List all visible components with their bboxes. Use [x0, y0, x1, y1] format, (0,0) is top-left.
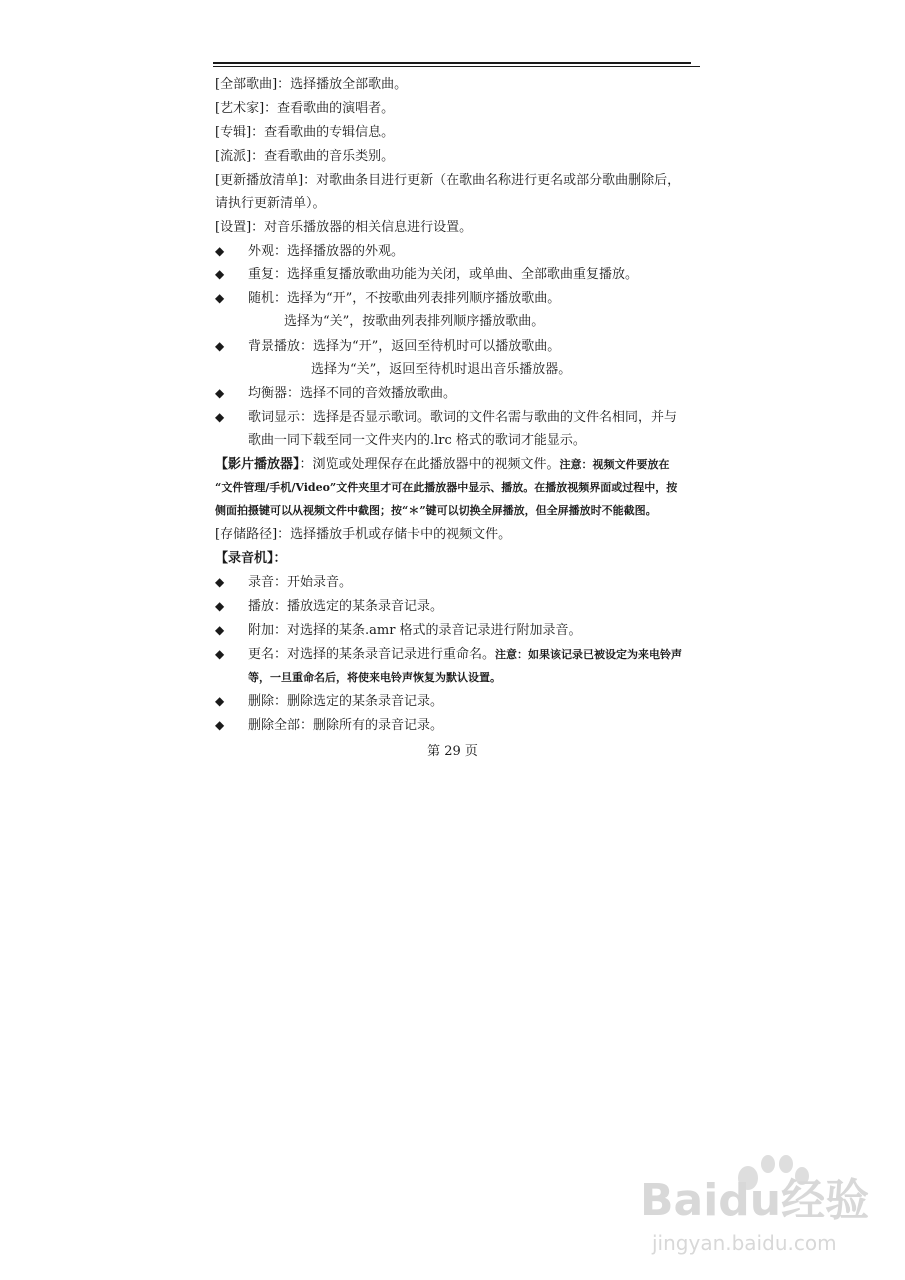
recorder-play: 播放：播放选定的某条录音记录。	[248, 599, 444, 614]
update-playlist-line-2: 请执行更新清单）。	[215, 196, 326, 211]
storage-path-line: [存储路径]：选择播放手机或存储卡中的视频文件。	[215, 527, 512, 542]
recorder-rename-note: 注意：如果该记录已被设定为来电铃声	[495, 648, 683, 661]
diamond-bullet-icon: ◆	[215, 647, 225, 661]
settings-line: [设置]：对音乐播放器的相关信息进行设置。	[215, 220, 473, 235]
recorder-delete-all: 删除全部：删除所有的录音记录。	[248, 718, 444, 733]
setting-lyrics-2: 歌曲一同下载至同一文件夹内的.lrc 格式的歌词才能显示。	[248, 433, 586, 448]
video-player-heading: 【影片播放器】	[215, 457, 300, 472]
baidu-watermark	[640, 1140, 870, 1260]
page-number: 第 29 页	[427, 744, 478, 759]
video-note-label: 注意：视频文件要放在	[559, 458, 670, 471]
diamond-bullet-icon: ◆	[215, 575, 225, 589]
update-playlist-line: [更新播放清单]：对歌曲条目进行更新（在歌曲名称进行更名或部分歌曲删除后，	[215, 173, 681, 188]
setting-shuffle: 随机：选择为“开”，不按歌曲列表排列顺序播放歌曲。	[248, 291, 561, 306]
artists-line: [艺术家]：查看歌曲的演唱者。	[215, 101, 395, 116]
watermark-url: jingyan.baidu.com	[652, 1231, 837, 1255]
diamond-bullet-icon: ◆	[215, 267, 225, 281]
recorder-append: 附加：对选择的某条.amr 格式的录音记录进行附加录音。	[248, 623, 582, 638]
diamond-bullet-icon: ◆	[215, 386, 225, 400]
diamond-bullet-icon: ◆	[215, 718, 225, 732]
recorder-rename	[248, 646, 682, 664]
setting-appearance: 外观：选择播放器的外观。	[248, 244, 405, 259]
diamond-bullet-icon: ◆	[215, 623, 225, 637]
all-songs-line: [全部歌曲]：选择播放全部歌曲。	[215, 77, 408, 92]
diamond-bullet-icon: ◆	[215, 694, 225, 708]
setting-shuffle-off: 选择为“关”，按歌曲列表排列顺序播放歌曲。	[284, 314, 545, 329]
setting-equalizer: 均衡器：选择不同的音效播放歌曲。	[248, 386, 457, 401]
diamond-bullet-icon: ◆	[215, 339, 225, 353]
video-player-line	[215, 456, 670, 474]
recorder-rename-note-2: 等，一旦重命名后，将使来电铃声恢复为默认设置。	[248, 671, 501, 684]
diamond-bullet-icon: ◆	[215, 599, 225, 613]
diamond-bullet-icon: ◆	[215, 244, 225, 258]
genre-line: [流派]：查看歌曲的音乐类别。	[215, 149, 395, 164]
diamond-bullet-icon: ◆	[215, 291, 225, 305]
setting-repeat: 重复：选择重复播放歌曲功能为关闭，或单曲、全部歌曲重复播放。	[248, 267, 639, 282]
header-rule-thin	[213, 66, 700, 67]
recorder-rename-text: 更名：对选择的某条录音记录进行重命名。	[248, 647, 496, 662]
video-note-2: “文件管理/手机/Video”文件夹里才可在此播放器中显示、播放。在播放视频界面或过程中，按	[215, 481, 678, 494]
recorder-heading: 【录音机】：	[215, 551, 287, 566]
setting-background-play-off: 选择为“关”，返回至待机时退出音乐播放器。	[311, 362, 572, 377]
diamond-bullet-icon: ◆	[215, 410, 225, 424]
recorder-delete: 删除：删除选定的某条录音记录。	[248, 694, 444, 709]
watermark-brand: Baidu经验	[640, 1175, 870, 1226]
setting-background-play: 背景播放：选择为“开”，返回至待机时可以播放歌曲。	[248, 339, 561, 354]
video-note-3: 侧面拍摄键可以从视频文件中截图；按“＊”键可以切换全屏播放，但全屏播放时不能截图。	[215, 504, 657, 517]
video-player-desc: ：浏览或处理保存在此播放器中的视频文件。	[299, 457, 560, 472]
albums-line: [专辑]：查看歌曲的专辑信息。	[215, 125, 395, 140]
recorder-record: 录音：开始录音。	[248, 575, 353, 590]
header-rule	[213, 62, 691, 64]
setting-lyrics: 歌词显示：选择是否显示歌词。歌词的文件名需与歌曲的文件名相同，并与	[248, 410, 678, 425]
